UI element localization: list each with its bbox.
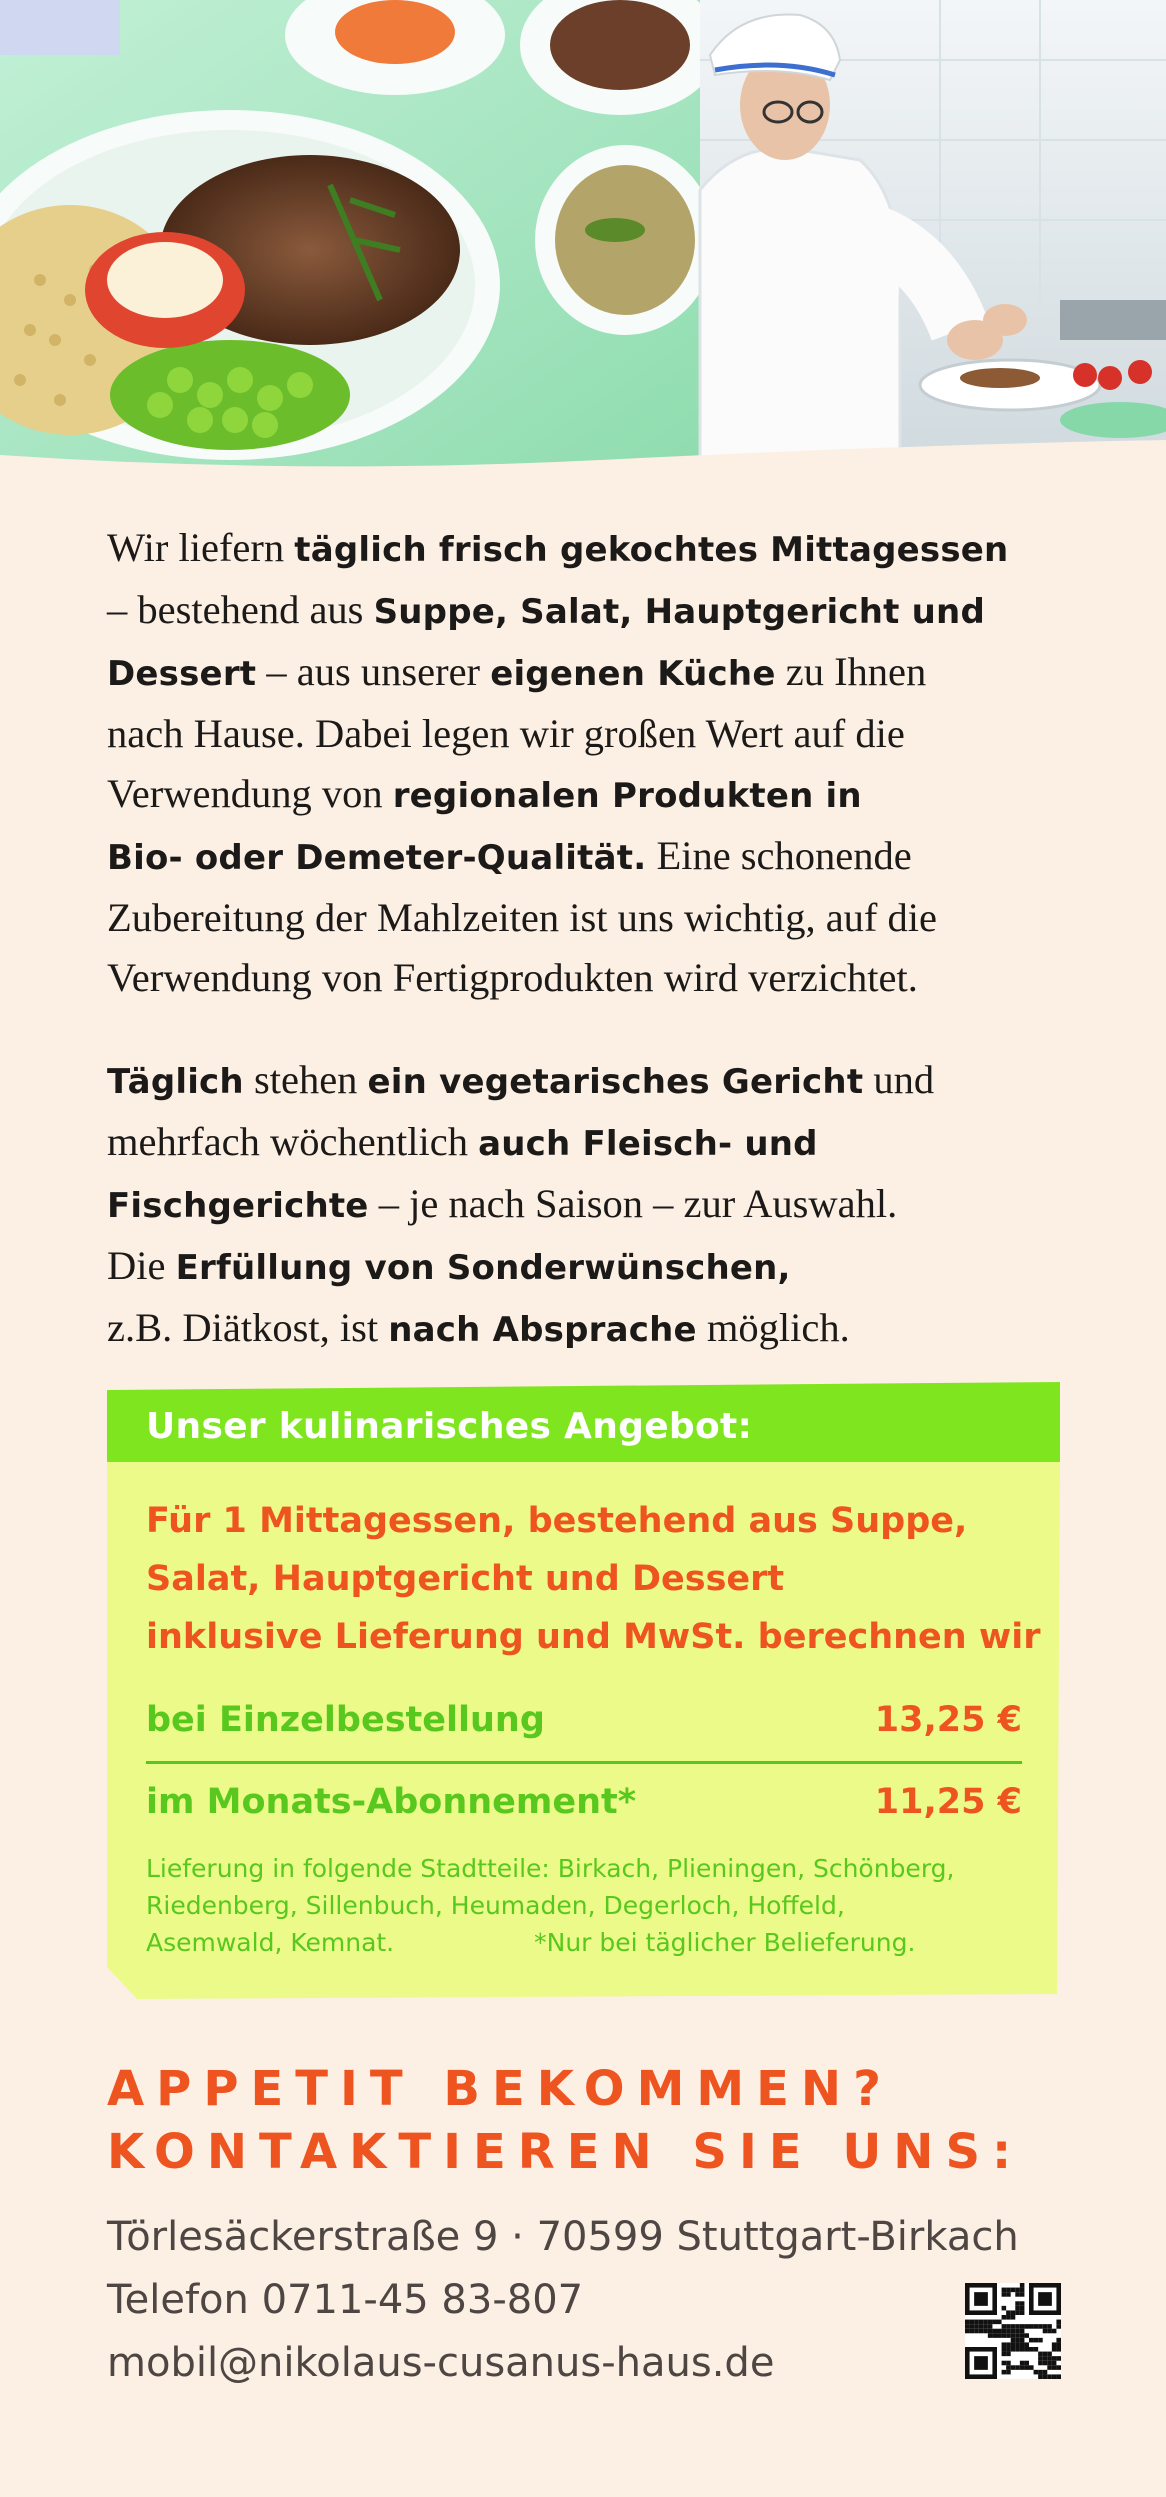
offer-box <box>107 1382 1060 1999</box>
body-text: nach Hause. Dabei legen wir großen Wert auf die <box>107 711 905 756</box>
body-text: stehen <box>243 1057 368 1102</box>
offer-desc-line: Für 1 Mittagessen, bestehend aus Suppe, <box>146 1501 968 1541</box>
phone[interactable]: Telefon 0711-45 83-807 <box>107 2277 584 2323</box>
delivery-note-line <box>146 1924 1022 1961</box>
body-text: und <box>863 1057 935 1102</box>
body-text: Wir liefern <box>107 525 295 570</box>
offer-desc-line: inklusive Lieferung und MwSt. berechnen wir <box>146 1617 1041 1657</box>
call-to-action <box>107 2058 1023 2184</box>
delivery-note-line: Lieferung in folgende Stadtteile: Birkach, Plieningen, Schönberg, <box>146 1854 955 1883</box>
price-value: 13,25 € <box>874 1700 1022 1740</box>
emphasis-text: Fischgerichte <box>107 1186 369 1226</box>
body-text: – je nach Saison – zur Auswahl. <box>368 1181 898 1226</box>
price-label: bei Einzelbestellung <box>146 1700 545 1740</box>
cta-line-2: KONTAKTIEREN SIE UNS: <box>107 2124 1024 2180</box>
emphasis-text: nach Absprache <box>388 1310 697 1350</box>
offer-title: Unser kulinarisches Angebot: <box>146 1406 753 1447</box>
emphasis-text: Erfüllung von Sonderwünschen, <box>175 1248 791 1288</box>
cta-line-1: APPETIT BEKOMMEN? <box>107 2061 893 2117</box>
delivery-note-line: Riedenberg, Sillenbuch, Heumaden, Degerloch, Hoffeld, <box>146 1891 845 1920</box>
emphasis-text: Suppe, Salat, Hauptgericht und <box>373 592 985 632</box>
intro-paragraph-1 <box>107 518 1087 1008</box>
hero-photo <box>0 0 1166 475</box>
price-divider <box>146 1761 1022 1764</box>
body-text: zu Ihnen <box>775 649 927 694</box>
emphasis-text: Täglich <box>107 1062 244 1102</box>
offer-desc-line: Salat, Hauptgericht und Dessert <box>146 1559 785 1599</box>
offer-description <box>146 1492 1040 1666</box>
price-value: 11,25 € <box>874 1782 1022 1822</box>
body-text: – bestehend aus <box>107 587 374 632</box>
address: Törlesäckerstraße 9 · 70599 Stuttgart-Birkach <box>107 2214 1019 2260</box>
intro-paragraph-2 <box>107 1050 1087 1360</box>
emphasis-text: ein vegetarisches Gericht <box>367 1062 864 1102</box>
lunch-tray-icon <box>0 0 720 475</box>
contact-block <box>107 2206 1019 2395</box>
emphasis-text: auch Fleisch- und <box>478 1124 818 1164</box>
body-text: möglich. <box>696 1305 850 1350</box>
intro-text <box>107 518 1087 1360</box>
delivery-note <box>146 1850 1022 1961</box>
emphasis-text: Dessert <box>107 654 257 694</box>
emphasis-text: regionalen Produkten in <box>392 776 862 816</box>
emphasis-text: eigenen Küche <box>490 654 776 694</box>
qr-code-icon[interactable] <box>965 2283 1061 2379</box>
email[interactable]: mobil@nikolaus-cusanus-haus.de <box>107 2340 775 2386</box>
body-text: Zubereitung der Mahlzeiten ist uns wichtig, auf die <box>107 895 938 940</box>
body-text: Verwendung von <box>107 771 393 816</box>
price-row-subscription <box>146 1772 1022 1832</box>
price-label: im Monats-Abonnement* <box>146 1782 637 1822</box>
price-row-single <box>146 1690 1022 1750</box>
body-text: Verwendung von Fertigprodukten wird verzichtet. <box>107 955 918 1000</box>
emphasis-text: täglich frisch gekochtes Mittagessen <box>294 530 1009 570</box>
chef-plating-icon <box>700 0 1166 475</box>
body-text: mehrfach wöchentlich <box>107 1119 479 1164</box>
emphasis-text: Bio- oder Demeter-Qualität. <box>107 838 647 878</box>
delivery-note-last: Asemwald, Kemnat. <box>146 1928 395 1957</box>
body-text: Die <box>107 1243 176 1288</box>
footnote: *Nur bei täglicher Belieferung. <box>534 1928 916 1957</box>
body-text: Eine schonende <box>646 833 912 878</box>
body-text: – aus unserer <box>256 649 491 694</box>
body-text: z.B. Diätkost, ist <box>107 1305 389 1350</box>
